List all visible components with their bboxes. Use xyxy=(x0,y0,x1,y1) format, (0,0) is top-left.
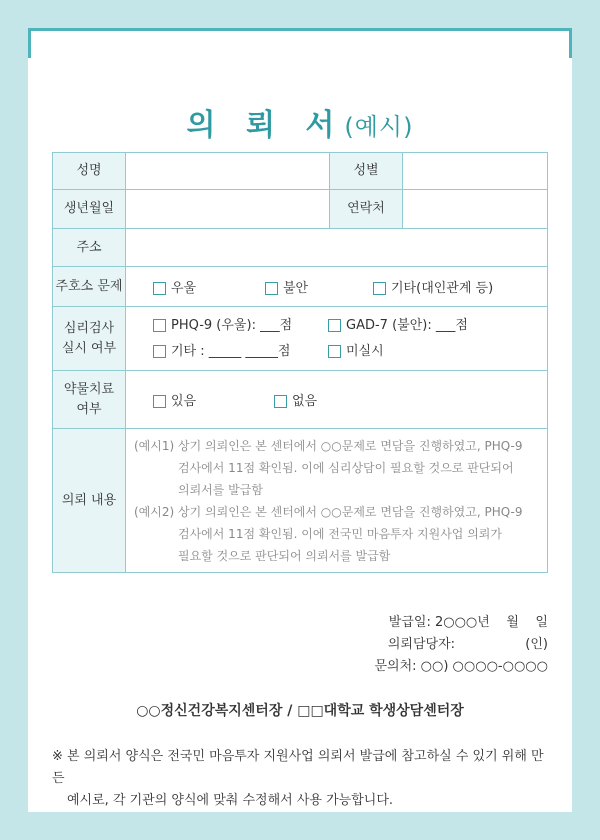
option-no[interactable]: 없음 xyxy=(274,390,317,409)
checkbox[interactable] xyxy=(153,395,166,408)
option-other[interactable]: 기타(대인관계 등) xyxy=(373,277,493,296)
notice: ※ 본 의뢰서 양식은 전국민 마음투자 지원사업 의뢰서 발급에 참고하실 수 있기 위해 만든 예시로, 각 기관의 양식에 맞춰 수정해서 사용 가능합니다. xyxy=(52,749,544,808)
top-left-bracket xyxy=(28,28,31,58)
referral-person: 의뢰담당자: (인) xyxy=(387,637,548,652)
field-contact[interactable] xyxy=(403,190,548,229)
row-complaint xyxy=(53,267,548,307)
request-content[interactable] xyxy=(126,429,548,573)
checkbox[interactable] xyxy=(328,345,341,358)
row-birth-contact xyxy=(53,190,548,229)
document-sheet xyxy=(28,28,572,812)
option-depression[interactable]: 우울 xyxy=(153,277,265,296)
option-yes[interactable]: 있음 xyxy=(153,390,274,409)
top-accent-bar xyxy=(28,28,572,31)
issue-date: 발급일: 2○○○년 월 일 xyxy=(388,615,548,630)
option-not-tested[interactable]: 미실시 xyxy=(328,339,384,365)
field-name[interactable] xyxy=(126,153,330,190)
option-gad7[interactable]: GAD-7 (불안): ___점 xyxy=(328,313,468,339)
checkbox[interactable] xyxy=(153,282,166,295)
example-2: (예시2) 상기 의뢰인은 본 센터에서 ○○문제로 면담을 진행하였고, PHQ-9 검사에서 11점 확인됨. 이에 전국민 마음투자 지원사업 의뢰가 필요할 것으로 판단되어 의뢰서를 발급함 xyxy=(134,504,523,563)
issuing-organization: ○○정신건강복지센터장 / □□대학교 학생상담센터장 xyxy=(136,703,464,719)
label-name: 성명 xyxy=(53,153,126,190)
page-title xyxy=(28,100,572,144)
row-request xyxy=(53,429,548,573)
row-psych-test xyxy=(53,307,548,371)
label-medication: 약물치료 여부 xyxy=(53,371,126,429)
complaint-options xyxy=(126,267,548,307)
label-birth: 생년월일 xyxy=(53,190,126,229)
field-gender[interactable] xyxy=(403,153,548,190)
label-gender: 성별 xyxy=(330,153,403,190)
checkbox[interactable] xyxy=(153,319,166,332)
checkbox[interactable] xyxy=(274,395,287,408)
issue-info xyxy=(374,612,548,678)
top-right-bracket xyxy=(569,28,572,58)
label-complaint: 주호소 문제 xyxy=(53,267,126,307)
field-address[interactable] xyxy=(126,229,548,267)
referral-form-table xyxy=(52,152,548,573)
psych-test-options xyxy=(126,307,548,371)
checkbox[interactable] xyxy=(373,282,386,295)
row-medication xyxy=(53,371,548,429)
label-request: 의뢰 내용 xyxy=(53,429,126,573)
checkbox[interactable] xyxy=(265,282,278,295)
title-sub: (예시) xyxy=(344,113,414,141)
checkbox[interactable] xyxy=(328,319,341,332)
option-anxiety[interactable]: 불안 xyxy=(265,277,373,296)
label-address: 주소 xyxy=(53,229,126,267)
option-test-other[interactable]: 기타 : _____ _____점 xyxy=(153,339,328,365)
inquiry-contact: 문의처: ○○) ○○○○-○○○○ xyxy=(374,659,548,674)
example-1: (예시1) 상기 의뢰인은 본 센터에서 ○○문제로 면담을 진행하였고, PHQ-9 검사에서 11점 확인됨. 이에 심리상담이 필요할 것으로 판단되어 의뢰서를 발급함 xyxy=(134,438,523,497)
checkbox[interactable] xyxy=(153,345,166,358)
label-psych-test: 심리검사 실시 여부 xyxy=(53,307,126,371)
medication-options xyxy=(126,371,548,429)
label-contact: 연락처 xyxy=(330,190,403,229)
row-name-gender xyxy=(53,153,548,190)
option-phq9[interactable]: PHQ-9 (우울): ___점 xyxy=(153,313,328,339)
title-main: 의 뢰 서 xyxy=(186,108,345,143)
field-birth[interactable] xyxy=(126,190,330,229)
row-address xyxy=(53,229,548,267)
